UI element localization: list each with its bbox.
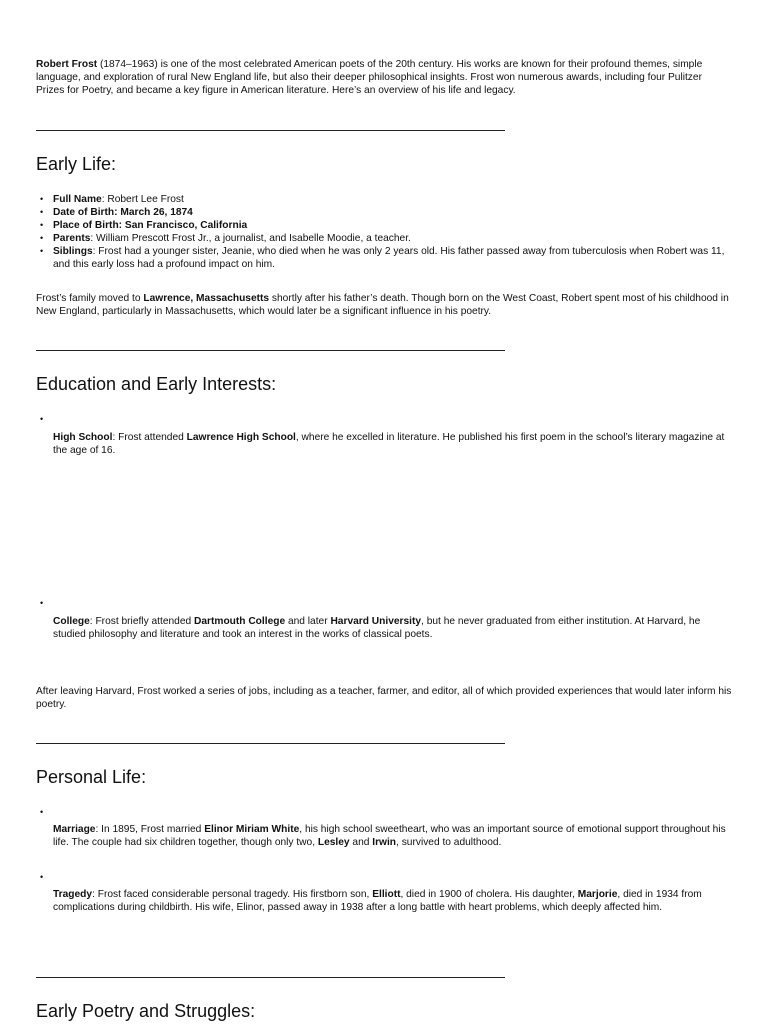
item-label: Full Name: [53, 194, 102, 205]
bullet: •: [40, 872, 44, 882]
list-item: • Place of Birth: San Francisco, California: [40, 220, 248, 231]
list-item: • Full Name: Robert Lee Frost: [40, 194, 184, 205]
bullet: •: [40, 807, 44, 817]
divider: [36, 977, 505, 978]
early-life-list: [36, 193, 732, 271]
item-value: Robert Lee Frost: [107, 194, 184, 205]
heading-personal-life: Personal Life:: [36, 767, 147, 787]
list-item: • Date of Birth: March 26, 1874: [40, 207, 193, 218]
item-label: Marriage: [53, 824, 96, 835]
heading-early-poetry: Early Poetry and Struggles:: [36, 1001, 256, 1021]
early-life-paragraph: Frost’s family moved to Lawrence, Massachusetts shortly after his father’s death. Though born on the West Coast, Robert spent most of his childhood in New England, particularly in Massachusetts, which would later be a significant influence in his poetry.: [36, 293, 729, 317]
list-item-marriage: Marriage: In 1895, Frost married Elinor Miriam White, his high school sweetheart, who was an important source of emotional support throughout his life. The couple had six children together, though only two, Lesley and Irwin, survived to adulthood.: [53, 824, 726, 848]
intro-text: (1874–1963) is one of the most celebrated American poets of the 20th century. His works are known for their profound themes, simple language, and exploration of rural New England life, but also their deeper philosophical insights. Frost won numerous awards, including four Pulitzer Prizes for Poetry, and became a key figure in American literature. Here’s an overview of his life and legacy.: [36, 59, 703, 96]
item-label: Place of Birth: [53, 220, 119, 231]
divider: [36, 743, 505, 744]
item-value: William Prescott Frost Jr., a journalist, and Isabelle Moodie, a teacher.: [96, 233, 411, 244]
bullet: •: [40, 414, 44, 424]
item-label: College: [53, 616, 90, 627]
heading-education: Education and Early Interests:: [36, 374, 277, 394]
list-item-high-school: High School: Frost attended Lawrence High School, where he excelled in literature. He published his first poem in the school’s literary magazine at the age of 16.: [53, 432, 725, 456]
item-label: High School: [53, 432, 113, 443]
heading-early-life: Early Life:: [36, 154, 117, 174]
divider: [36, 130, 505, 131]
intro-name: Robert Frost: [36, 59, 98, 70]
list-item-tragedy: Tragedy: Frost faced considerable personal tragedy. His firstborn son, Elliott, died in 1900 of cholera. His daughter, Marjorie, died in 1934 from complications during childbirth. His wife, Elinor, passed away in 1938 after a long battle with heart problems, which deeply affected him.: [53, 889, 702, 913]
item-label: Parents: [53, 233, 91, 244]
bullet: •: [40, 598, 44, 608]
item-label: Tragedy: [53, 889, 93, 900]
item-label: Siblings: [53, 246, 93, 257]
list-item: • Siblings: Frost had a younger sister, Jeanie, who died when he was only 2 years old. His father passed away from tuberculosis when Robert was 11, and this early loss had a profound impact on him.: [40, 246, 725, 270]
divider: [36, 350, 505, 351]
item-value: San Francisco, California: [124, 220, 248, 231]
item-label: Date of Birth: [53, 207, 115, 218]
list-item-college: College: Frost briefly attended Dartmouth College and later Harvard University, but he never graduated from either institution. At Harvard, he studied philosophy and literature and took an interest in the works of classical poets.: [53, 616, 701, 640]
education-paragraph: After leaving Harvard, Frost worked a series of jobs, including as a teacher, farmer, and editor, all of which provided experiences that would later inform his poetry.: [36, 686, 732, 710]
intro-paragraph: [36, 58, 732, 97]
item-value: Frost had a younger sister, Jeanie, who died when he was only 2 years old. His father passed away from tuberculosis when Robert was 11, and this early loss had a profound impact on him.: [53, 246, 725, 270]
item-value: March 26, 1874: [120, 207, 193, 218]
list-item: • Parents: William Prescott Frost Jr., a journalist, and Isabelle Moodie, a teacher.: [40, 233, 411, 244]
